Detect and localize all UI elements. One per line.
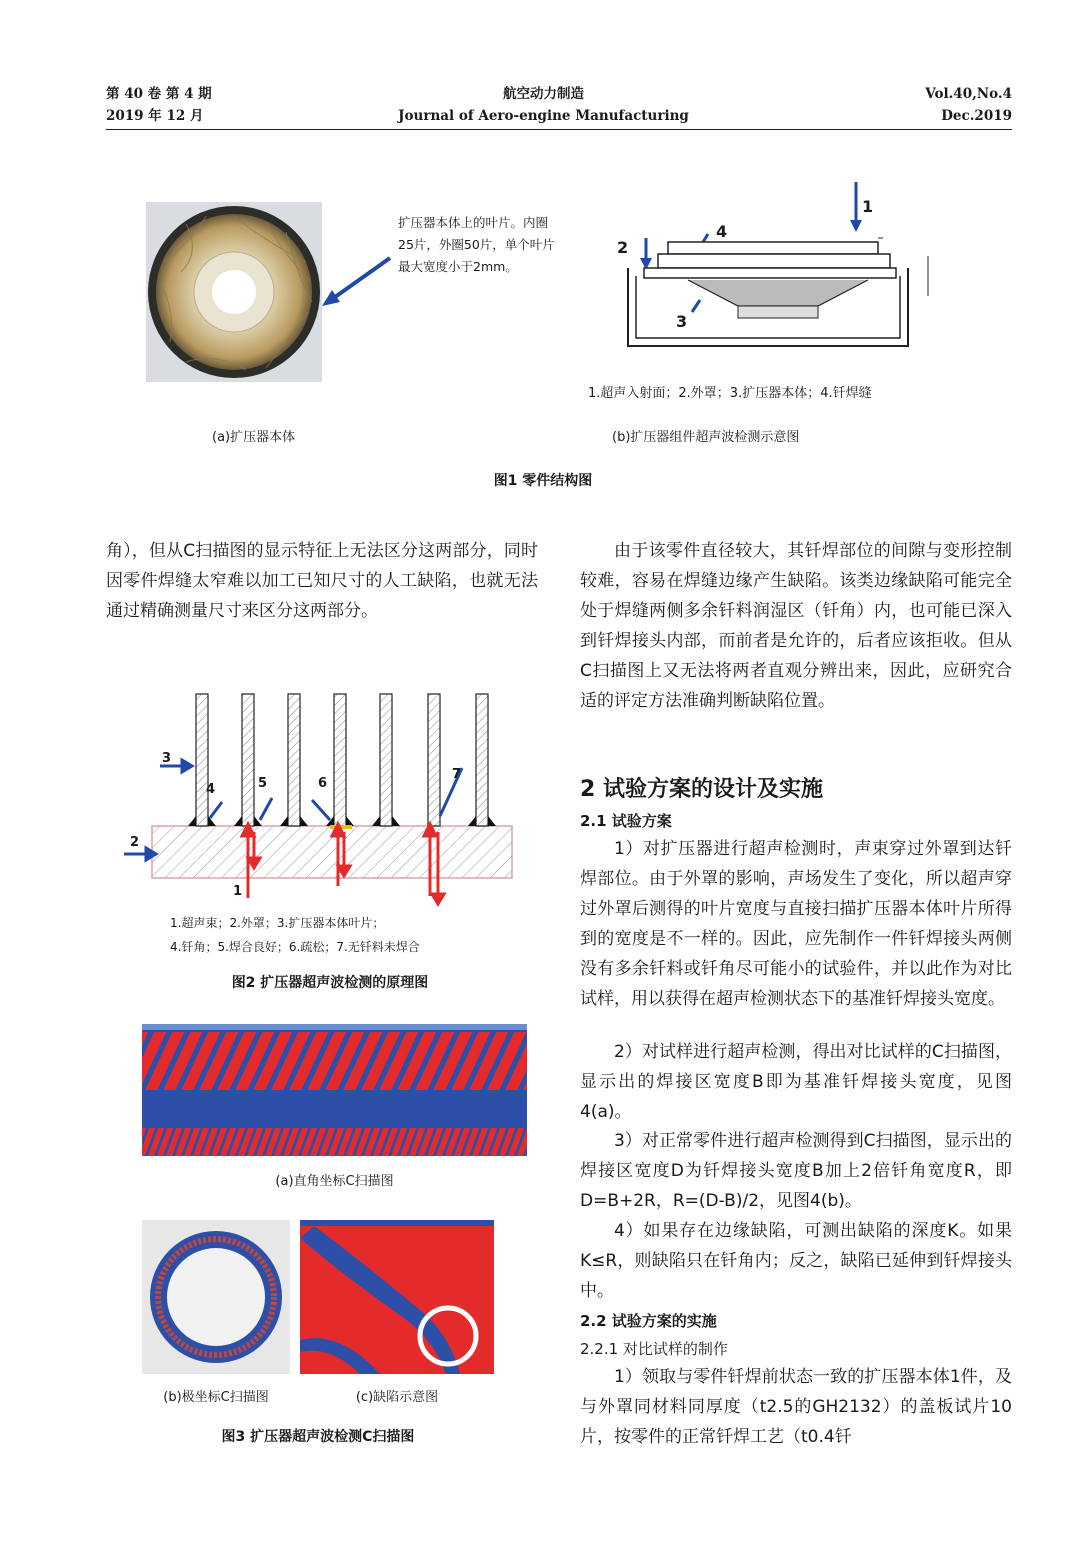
principle-diagram [112,690,532,910]
diagram-label-1: 1 [233,884,243,899]
figure2-caption: 图2 扩压器超声波检测的原理图 [231,975,429,991]
fig2-legend-line1: 1.超声束；2.外罩；3.扩压器本体叶片； [170,916,385,930]
schematic-label-2: 2 [617,238,629,257]
cscan-cartesian [142,1024,527,1156]
fig1b-legend: 1.超声入射面；2.外罩；3.扩压器本体；4.钎焊缝 [588,386,872,401]
diffuser-photo [146,202,322,382]
diagram-label-3: 3 [162,751,172,766]
schematic-label-3: 3 [676,312,688,331]
diagram-label-6: 6 [318,776,328,791]
section-2-heading: 2 试验方案的设计及实施 [580,777,823,802]
diagram-label-7: 7 [452,767,462,782]
journal-title-en: Journal of Aero-engine Manufacturing [398,108,689,124]
fig1a-caption: (a)扩压器本体 [212,430,296,445]
fig1b-caption: (b)扩压器组件超声波检测示意图 [612,430,800,445]
schematic-label-4: 4 [716,222,728,241]
diagram-label-4: 4 [206,782,216,797]
issue-date: 2019 年 12 月 [106,108,204,124]
photo-annotation: 扩压器本体上的叶片。内圈25片，外圈50片，单个叶片最大宽度小于2mm。 [398,215,555,274]
step-4-paragraph: 4）如果存在边缘缺陷，可测出缺陷的深度K。如果K≤R，则缺陷只在钎角内；反之，缺陷已延伸到钎焊接头中。 [580,1221,1012,1301]
date-en: Dec.2019 [941,108,1012,124]
volume-issue: 第 40 卷 第 4 期 [106,86,212,102]
defect-illustration [300,1220,494,1374]
journal-title-cn: 航空动力制造 [503,86,584,102]
step-1-paragraph: 1）对扩压器进行超声检测时，声束穿过外罩到达钎焊部位。由于外罩的影响，声场发生了变化，所以超声穿过外罩后测得的叶片宽度与直接扫描扩压器本体叶片所得到的宽度是不一样的。因此，应先制作一件钎焊接头两侧没有多余钎料或钎角尽可能小的试验件，并以此作为对比试样，用以获得在超声检测状态下的基准钎焊接头宽度。 [580,839,1012,1009]
header-rule [106,129,1012,130]
step-3-paragraph: 3）对正常零件进行超声检测得到C扫描图，显示出的焊接区宽度D为钎焊接头宽度B加上2倍钎角宽度R，即D=B+2R，R=(D-B)/2，见图4(b)。 [580,1131,1012,1211]
ultrasonic-schematic [608,176,938,358]
step-2-paragraph: 2）对试样进行超声检测，得出对比试样的C扫描图，显示出的焊接区宽度B即为基准钎焊接头宽度，见图4(a)。 [580,1042,1012,1122]
cscan-polar [142,1220,290,1374]
fig3b-caption: (b)极坐标C扫描图 [163,1390,269,1405]
section-2-2-1-heading: 2.2.1 对比试样的制作 [580,1340,728,1358]
section-2-1-heading: 2.1 试验方案 [580,812,672,830]
left-paragraph-1: 角），但从C扫描图的显示特征上无法区分这两部分，同时因零件焊缝太窄难以加工已知尺寸的人工缺陷，也就无法通过精确测量尺寸来区分这两部分。 [106,541,538,621]
step-5-paragraph: 1）领取与零件钎焊前状态一致的扩压器本体1件，及与外罩同材料同厚度（t2.5的GH2132）的盖板试片10片，按零件的正常钎焊工艺（t0.4钎 [580,1367,1012,1447]
figure1-caption: 图1 零件结构图 [493,473,593,489]
vol-no: Vol.40,No.4 [925,86,1012,102]
fig3a-caption: (a)直角坐标C扫描图 [275,1174,394,1189]
figure3-caption: 图3 扩压器超声波检测C扫描图 [221,1429,415,1445]
fig2-legend-line2: 4.钎角；5.焊合良好；6.疏松；7.无钎料未焊合 [170,940,420,954]
diagram-label-5: 5 [258,776,268,791]
section-2-2-heading: 2.2 试验方案的实施 [580,1312,717,1330]
schematic-label-1: 1 [862,197,874,216]
diagram-label-2: 2 [130,835,140,850]
right-paragraph-1: 由于该零件直径较大，其钎焊部位的间隙与变形控制较难，容易在焊缝边缘产生缺陷。该类边缘缺陷可能完全处于焊缝两侧多余钎料润湿区（钎角）内，也可能已深入到钎焊接头内部，而前者是允许的，后者应该拒收。但从C扫描图上又无法将两者直观分辨出来，因此，应研究合适的评定方法准确判断缺陷位置。 [580,541,1012,711]
photo-arrow [318,250,398,310]
fig3c-caption: (c)缺陷示意图 [355,1390,439,1405]
